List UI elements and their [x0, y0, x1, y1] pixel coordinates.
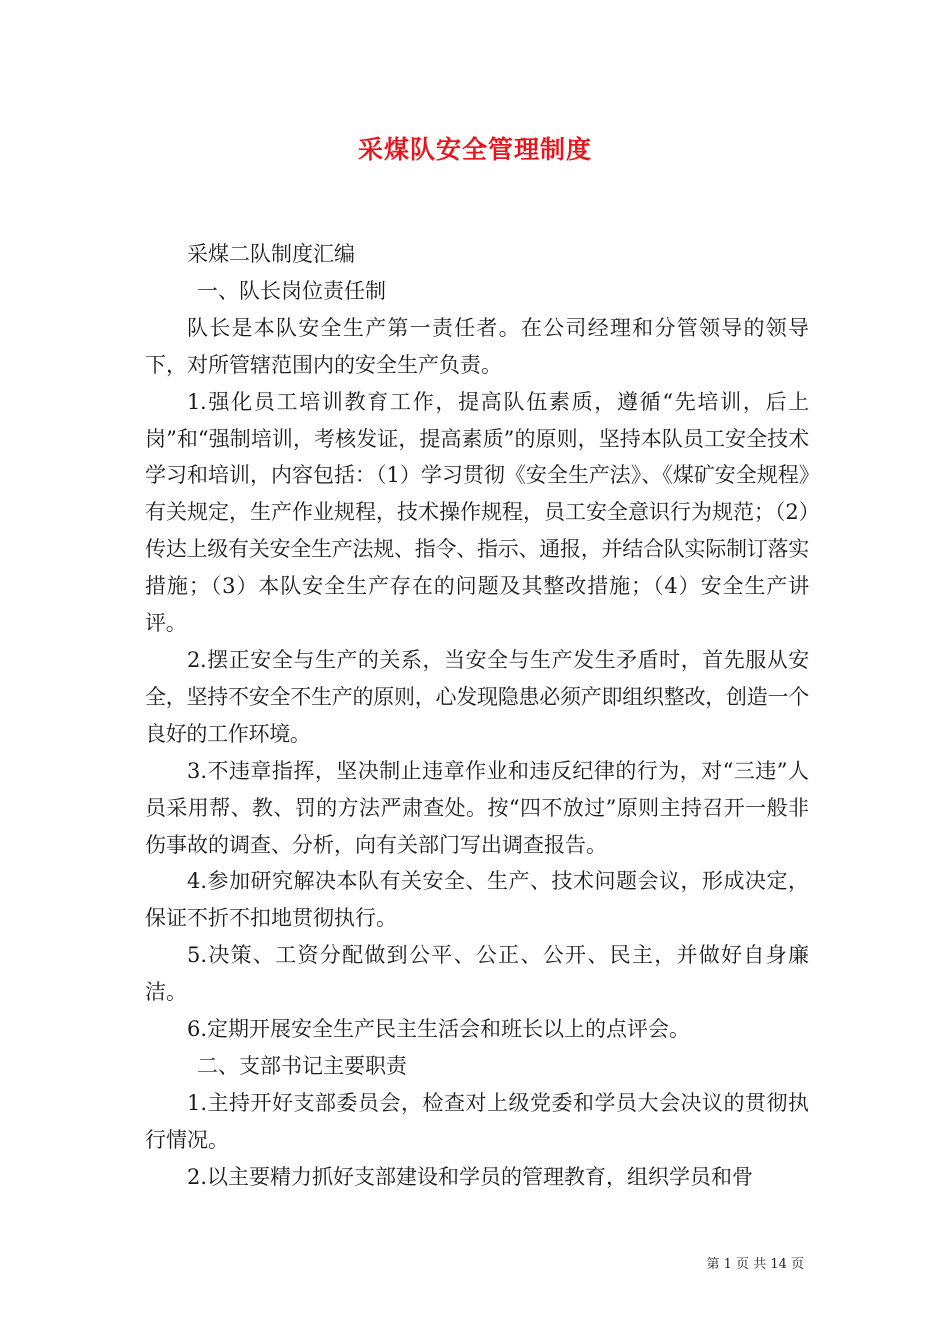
paragraph-item-5: 5.决策、工资分配做到公平、公正、公开、民主，并做好自身廉洁。 — [145, 943, 809, 1005]
paragraph-secretary-item-2: 2.以主要精力抓好支部建设和学员的管理教育，组织学员和骨 — [187, 1164, 754, 1189]
document-title: 采煤队安全管理制度 — [357, 135, 592, 164]
document-body — [145, 236, 809, 1196]
page-number-footer: 第 1 页 共 14 页 — [706, 1257, 804, 1272]
paragraph-collection-title: 采煤二队制度汇编 — [187, 242, 355, 266]
section-heading-secretary: 二、支部书记主要职责 — [197, 1053, 407, 1078]
paragraph-item-2: 2.摆正安全与生产的关系，当安全与生产发生矛盾时，首先服从安全，坚持不安全不生产的原则，心发现隐患必须产即组织整改，创造一个良好的工作环境。 — [145, 647, 809, 746]
paragraph-item-1: 1.强化员工培训教育工作，提高队伍素质，遵循“先培训，后上岗”和“强制培训，考核发证，提高素质”的原则，坚持本队员工安全技术学习和培训，内容包括：（1）学习贯彻《安全生产法》、《煤矿安全规程》有关规定，生产作业规程，技术操作规程，员工安全意识行为规范；（2）传达上级有关安全生产法规、指令、指示、通报，并结合队实际制订落实措施；（3）本队安全生产存在的问题及其整改措施；（4）安全生产讲评。 — [145, 389, 809, 636]
paragraph-item-3: 3.不违章指挥，坚决制止违章作业和违反纪律的行为，对“三违”人员采用帮、教、罚的方法严肃查处。按“四不放过”原则主持召开一般非伤事故的调查、分析，向有关部门写出调查报告。 — [145, 758, 809, 857]
section-heading-captain: 一、队长岗位责任制 — [197, 278, 386, 303]
paragraph-secretary-item-1: 1.主持开好支部委员会，检查对上级党委和学员大会决议的贯彻执行情况。 — [145, 1090, 809, 1152]
paragraph-captain-intro: 队长是本队安全生产第一责任者。在公司经理和分管领导的领导下，对所管辖范围内的安全生产负责。 — [145, 315, 809, 377]
paragraph-item-6: 6.定期开展安全生产民主生活会和班长以上的点评会。 — [187, 1017, 691, 1042]
paragraph-item-4: 4.参加研究解决本队有关安全、生产、技术问题会议，形成决定，保证不折不扣地贯彻执行。 — [145, 869, 809, 931]
